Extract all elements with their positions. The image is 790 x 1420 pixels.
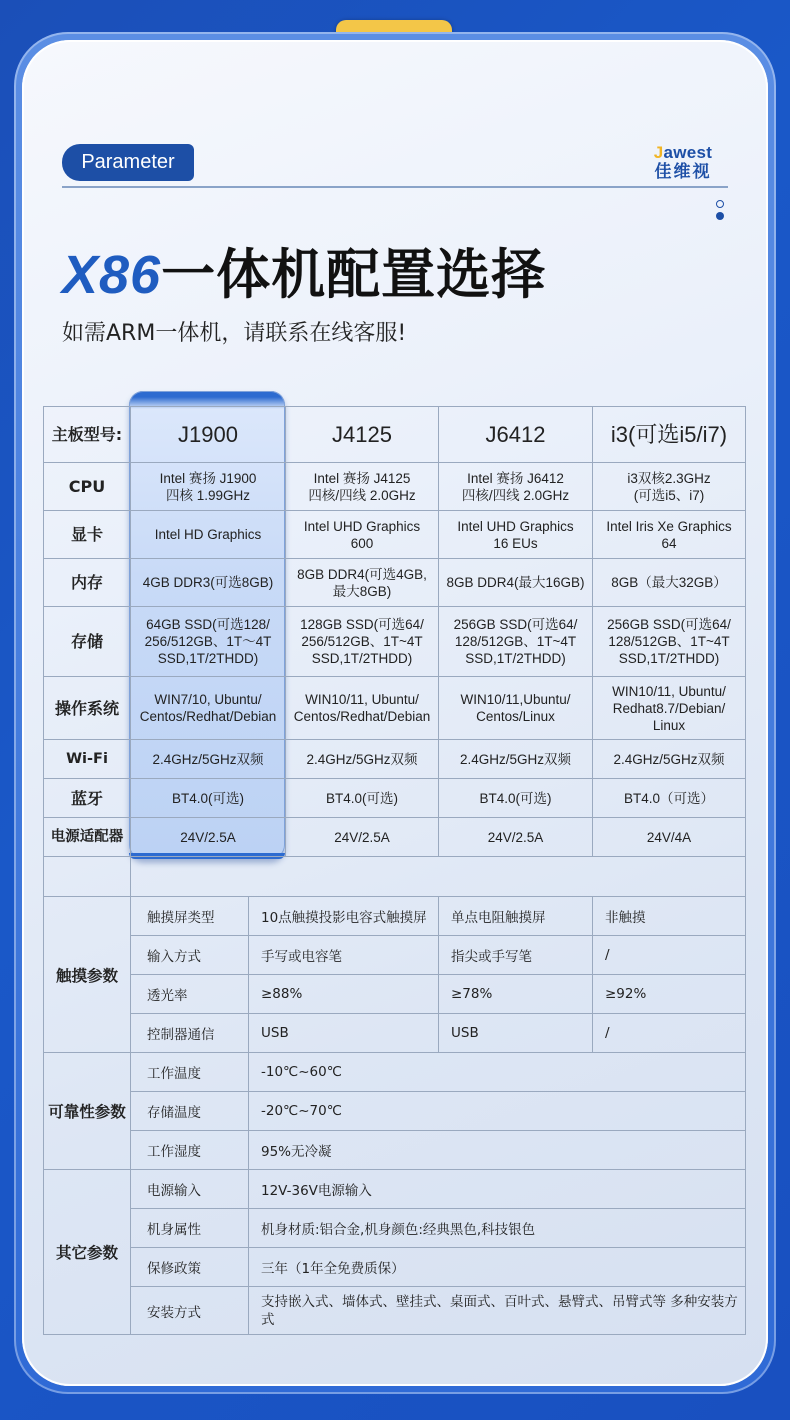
param-value: 指尖或手写笔 [439, 936, 593, 975]
spec-cell: 8GB（最大32GB） [593, 559, 746, 607]
param-value: 机身材质:铝合金,机身颜色:经典黑色,科技银色 [249, 1209, 746, 1248]
param-name: 保修政策 [131, 1248, 249, 1287]
spec-cell: 64GB SSD(可选128/ 256/512GB、1T～4T SSD,1T/2THDD) [131, 607, 286, 677]
logo-text-cn: 佳维视 [654, 162, 712, 182]
spec-cell: WIN10/11, Ubuntu/ Centos/Redhat/Debian [286, 677, 439, 740]
spec-cell: 4GB DDR3(可选8GB) [131, 559, 286, 607]
spec-corner-label: 主板型号: [44, 407, 131, 463]
spec-cell: BT4.0(可选) [131, 779, 286, 818]
spec-row-label: 操作系统 [44, 677, 131, 740]
param-name: 输入方式 [131, 936, 249, 975]
spec-cell: i3双核2.3GHz (可选i5、i7) [593, 463, 746, 511]
param-name: 工作湿度 [131, 1131, 249, 1170]
page-title [62, 232, 546, 309]
param-value: ≥88% [249, 975, 439, 1014]
param-name: 工作温度 [131, 1053, 249, 1092]
param-value: 三年（1年全免费质保） [249, 1248, 746, 1287]
spec-cell: 8GB DDR4(可选4GB, 最大8GB) [286, 559, 439, 607]
spec-cell: 2.4GHz/5GHz双频 [286, 740, 439, 779]
column-header: i3(可选i5/i7) [593, 407, 746, 463]
param-value: 95%无冷凝 [249, 1131, 746, 1170]
spec-row-label: Wi-Fi [44, 740, 131, 779]
spec-cell: Intel HD Graphics [131, 511, 286, 559]
param-value: 支持嵌入式、墙体式、壁挂式、桌面式、百叶式、悬臂式、吊臂式等 多种安装方式 [249, 1287, 746, 1335]
spec-row-label: 存储 [44, 607, 131, 677]
spec-cell: 24V/4A [593, 818, 746, 857]
param-value: ≥78% [439, 975, 593, 1014]
param-name: 机身属性 [131, 1209, 249, 1248]
param-name: 透光率 [131, 975, 249, 1014]
group-touch: 触摸参数 [44, 897, 131, 1053]
spec-cell: 256GB SSD(可选64/ 128/512GB、1T~4T SSD,1T/2THDD) [439, 607, 593, 677]
param-value: USB [439, 1014, 593, 1053]
param-name: 触摸屏类型 [131, 897, 249, 936]
column-header: J1900 [131, 407, 286, 463]
title-highlight: X86 [62, 245, 162, 305]
spec-cell: Intel UHD Graphics 600 [286, 511, 439, 559]
group-other: 其它参数 [44, 1170, 131, 1335]
column-header: J4125 [286, 407, 439, 463]
param-value: 10点触摸投影电容式触摸屏 [249, 897, 439, 936]
spec-cell: WIN10/11, Ubuntu/ Redhat8.7/Debian/ Linux [593, 677, 746, 740]
spec-cell: Intel Iris Xe Graphics 64 [593, 511, 746, 559]
title-text: 一体机配置选择 [161, 243, 547, 306]
spec-cell: 24V/2.5A [439, 818, 593, 857]
logo-text-en: awest [663, 143, 713, 162]
column-header: J6412 [439, 407, 593, 463]
param-name: 控制器通信 [131, 1014, 249, 1053]
spec-row-label: 内存 [44, 559, 131, 607]
group-reliability: 可靠性参数 [44, 1053, 131, 1170]
spec-cell: BT4.0(可选) [439, 779, 593, 818]
spec-cell: Intel UHD Graphics 16 EUs [439, 511, 593, 559]
spec-cell: 24V/2.5A [286, 818, 439, 857]
spec-cell: Intel 赛扬 J6412 四核/四线 2.0GHz [439, 463, 593, 511]
brand-logo [636, 144, 730, 182]
spec-cell: 2.4GHz/5GHz双频 [593, 740, 746, 779]
page-subtitle: 如需ARM一体机，请联系在线客服! [62, 321, 407, 346]
parameters-table [43, 896, 746, 1335]
spec-row-label: 电源适配器 [44, 818, 131, 857]
spec-cell: WIN10/11,Ubuntu/ Centos/Linux [439, 677, 593, 740]
param-name: 安装方式 [131, 1287, 249, 1335]
spec-cell: WIN7/10, Ubuntu/ Centos/Redhat/Debian [131, 677, 286, 740]
hollow-dot-icon [716, 200, 724, 208]
spec-cell: Intel 赛扬 J4125 四核/四线 2.0GHz [286, 463, 439, 511]
param-value: 12V-36V电源输入 [249, 1170, 746, 1209]
parameter-tag: Parameter [62, 144, 194, 181]
param-value: 手写或电容笔 [249, 936, 439, 975]
param-value: / [593, 1014, 746, 1053]
filled-dot-icon [716, 212, 724, 220]
param-value: 单点电阻触摸屏 [439, 897, 593, 936]
spec-cell: 2.4GHz/5GHz双频 [439, 740, 593, 779]
param-value: USB [249, 1014, 439, 1053]
header-divider [62, 186, 728, 188]
spec-cell: BT4.0(可选) [286, 779, 439, 818]
spec-cell: 8GB DDR4(最大16GB) [439, 559, 593, 607]
spec-cell: Intel 赛扬 J1900 四核 1.99GHz [131, 463, 286, 511]
decorative-dots [716, 200, 724, 220]
separator-cell [131, 857, 746, 897]
param-value: -10℃~60℃ [249, 1053, 746, 1092]
spec-cell: BT4.0（可选） [593, 779, 746, 818]
spec-row-label: CPU [44, 463, 131, 511]
param-value: / [593, 936, 746, 975]
spec-cell: 128GB SSD(可选64/ 256/512GB、1T~4T SSD,1T/2THDD) [286, 607, 439, 677]
param-value: -20℃~70℃ [249, 1092, 746, 1131]
param-name: 存储温度 [131, 1092, 249, 1131]
param-value: ≥92% [593, 975, 746, 1014]
logo-mark: J [653, 143, 664, 162]
spec-cell: 256GB SSD(可选64/ 128/512GB、1T~4T SSD,1T/2THDD) [593, 607, 746, 677]
separator-cell [44, 857, 131, 897]
param-value: 非触摸 [593, 897, 746, 936]
spec-cell: 2.4GHz/5GHz双频 [131, 740, 286, 779]
spec-table [43, 406, 746, 897]
spec-cell: 24V/2.5A [131, 818, 286, 857]
spec-row-label: 显卡 [44, 511, 131, 559]
spec-row-label: 蓝牙 [44, 779, 131, 818]
param-name: 电源输入 [131, 1170, 249, 1209]
